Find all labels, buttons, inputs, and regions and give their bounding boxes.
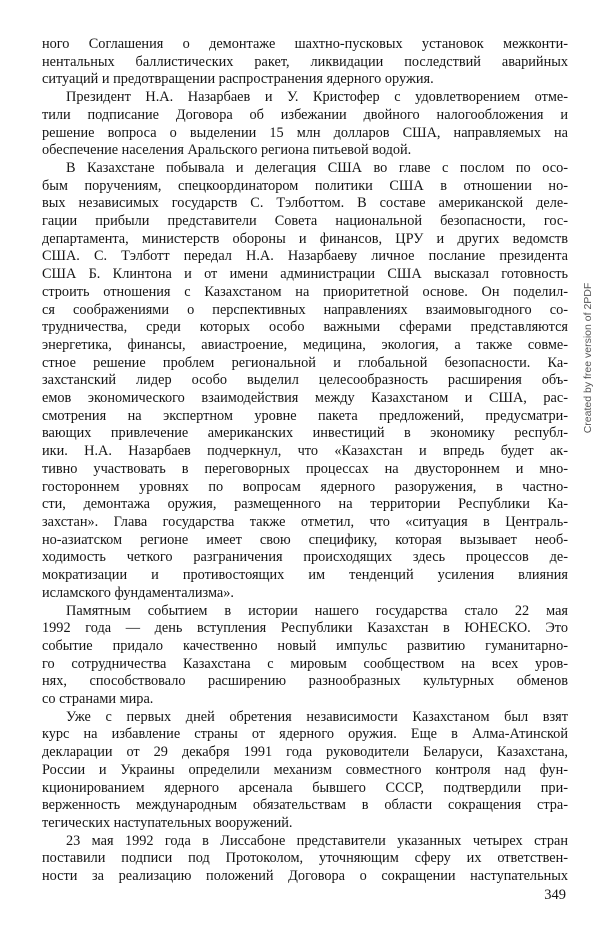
- text-line: ного Соглашения о демонтаже шахтно-пусковых установок межконти-: [42, 36, 568, 52]
- text-line: Уже с первых дней обретения независимости Казахстаном был взят: [66, 708, 568, 725]
- paragraph: [42, 833, 568, 886]
- text-line: тегических наступательных вооружений.: [42, 814, 293, 831]
- text-line: поставили подписи под Протоколом, уточняющим сферу их ответствен-: [42, 850, 568, 867]
- text-line: нях, способствовало расширению разнообразных культурных обменов: [42, 673, 568, 690]
- text-line: курс на избавление страны от ядерного оружия. Еще в Алма-Атинской: [42, 726, 568, 743]
- page-body: [42, 36, 568, 886]
- text-line: тили подписание Договора об избежании двойного налогообложения и: [42, 106, 568, 123]
- text-line: ики. Н.А. Назарбаев подчеркнул, что «Казахстан и впредь будет ак-: [42, 443, 568, 460]
- paragraph: [42, 89, 568, 160]
- text-line: России и Украины определили механизм совместного контроля над фун-: [42, 761, 568, 778]
- text-line: событие придало качественно новый импульс развитию гуманитарно-: [42, 637, 568, 654]
- text-line: вых независимых государств С. Тэлботтом. В составе американской деле-: [42, 195, 568, 212]
- text-line: кционированием ядерного арсенала бывшего СССР, подтвердили при-: [42, 779, 568, 796]
- watermark: [582, 228, 594, 488]
- paragraph: [42, 603, 568, 709]
- text-line: решение вопроса о выделении 15 млн долларов США, направляемых на: [42, 124, 568, 141]
- text-line: строить отношения с Казахстаном на приоритетной основе. Он поделил-: [42, 283, 568, 300]
- text-line: бым поручениям, спецкоординатором политики США в отношении но-: [42, 177, 568, 194]
- text-line: Президент Н.А. Назарбаев и У. Кристофер с удовлетворением отме-: [66, 89, 568, 106]
- text-line: исламского фундаментализма».: [42, 584, 234, 601]
- text-line: го сотрудничества Казахстана с мировым сообществом на всех уров-: [42, 655, 568, 672]
- text-line: нентальных баллистических ракет, ликвидации последствий аварийных: [42, 53, 568, 70]
- text-line: 23 мая 1992 года в Лиссабоне представители указанных четырех стран: [66, 832, 568, 849]
- text-line: декларации от 29 декабря 1991 года руководители Беларуси, Казахстана,: [42, 744, 568, 761]
- text-line: ситуаций и предотвращении распространения ядерного оружия.: [42, 71, 434, 88]
- text-line: США Б. Клинтона и от имени администрации США высказал готовность: [42, 266, 568, 283]
- text-line: со странами мира.: [42, 691, 154, 708]
- text-line: емов экономического взаимодействия между Казахстаном и США, рас-: [42, 390, 568, 407]
- paragraph: [42, 160, 568, 603]
- text-line: В Казахстане побывала и делегация США во главе с послом по осо-: [66, 159, 568, 176]
- text-line: захстанский лидер особо выделил целесообразность расширения объ-: [42, 372, 568, 389]
- text-line: но-азиатском регионе имеет свою специфику, которая вызывает необ-: [42, 531, 568, 548]
- watermark-text: Created by free version of 2PDF: [582, 282, 594, 434]
- text-line: стное решение проблем региональной и глобальной безопасности. Ка-: [42, 354, 568, 371]
- paragraph: [42, 709, 568, 833]
- text-line: 1992 года — день вступления Республики Казахстан в ЮНЕСКО. Это: [42, 620, 568, 637]
- text-line: гации прибыли представители Совета национальной безопасности, гос-: [42, 213, 568, 230]
- page-number: 349: [544, 887, 566, 903]
- text-line: США. С. Тэлботт передал Н.А. Назарбаеву личное послание президента: [42, 248, 568, 265]
- text-line: департамента, министерств обороны и финансов, ЦРУ и других ведомств: [42, 230, 568, 247]
- text-line: захстан». Глава государства также отметил, что «ситуация в Централь-: [42, 513, 568, 530]
- text-line: тивно участвовать в переговорных процессах на двустороннем и мно-: [42, 460, 568, 477]
- text-line: гостороннем уровнях по вопросам ядерного разоружения, в частно-: [42, 478, 568, 495]
- text-line: ности за реализацию положений Договора о сокращении наступательных: [42, 868, 568, 885]
- text-line: сти, демонтажа оружия, размещенного на территории Республики Ка-: [42, 496, 568, 513]
- text-line: смотрения на экспертном уровне пакета предложений, предусматри-: [42, 407, 568, 424]
- text-line: энергетика, финансы, авиастроение, медицина, экология, а также совме-: [42, 336, 568, 353]
- text-line: Памятным событием в истории нашего государства стало 22 мая: [66, 602, 568, 619]
- text-line: вающих привлечение американских инвестиций в экономику республ-: [42, 425, 568, 442]
- paragraph: [42, 36, 568, 89]
- text-line: обеспечение населения Аральского региона питьевой водой.: [42, 142, 412, 159]
- text-line: верженность международным обязательствам в области сокращения стра-: [42, 797, 568, 814]
- text-line: трудничества, среди которых особо важными сферами представляются: [42, 319, 568, 336]
- text-line: ходимость четкого разграничения происходящих здесь процессов де-: [42, 549, 568, 566]
- text-line: мократизации и противостоящих им тенденций усиления влияния: [42, 567, 568, 584]
- text-line: ся соображениями о перспективных направлениях взаимовыгодного со-: [42, 301, 568, 318]
